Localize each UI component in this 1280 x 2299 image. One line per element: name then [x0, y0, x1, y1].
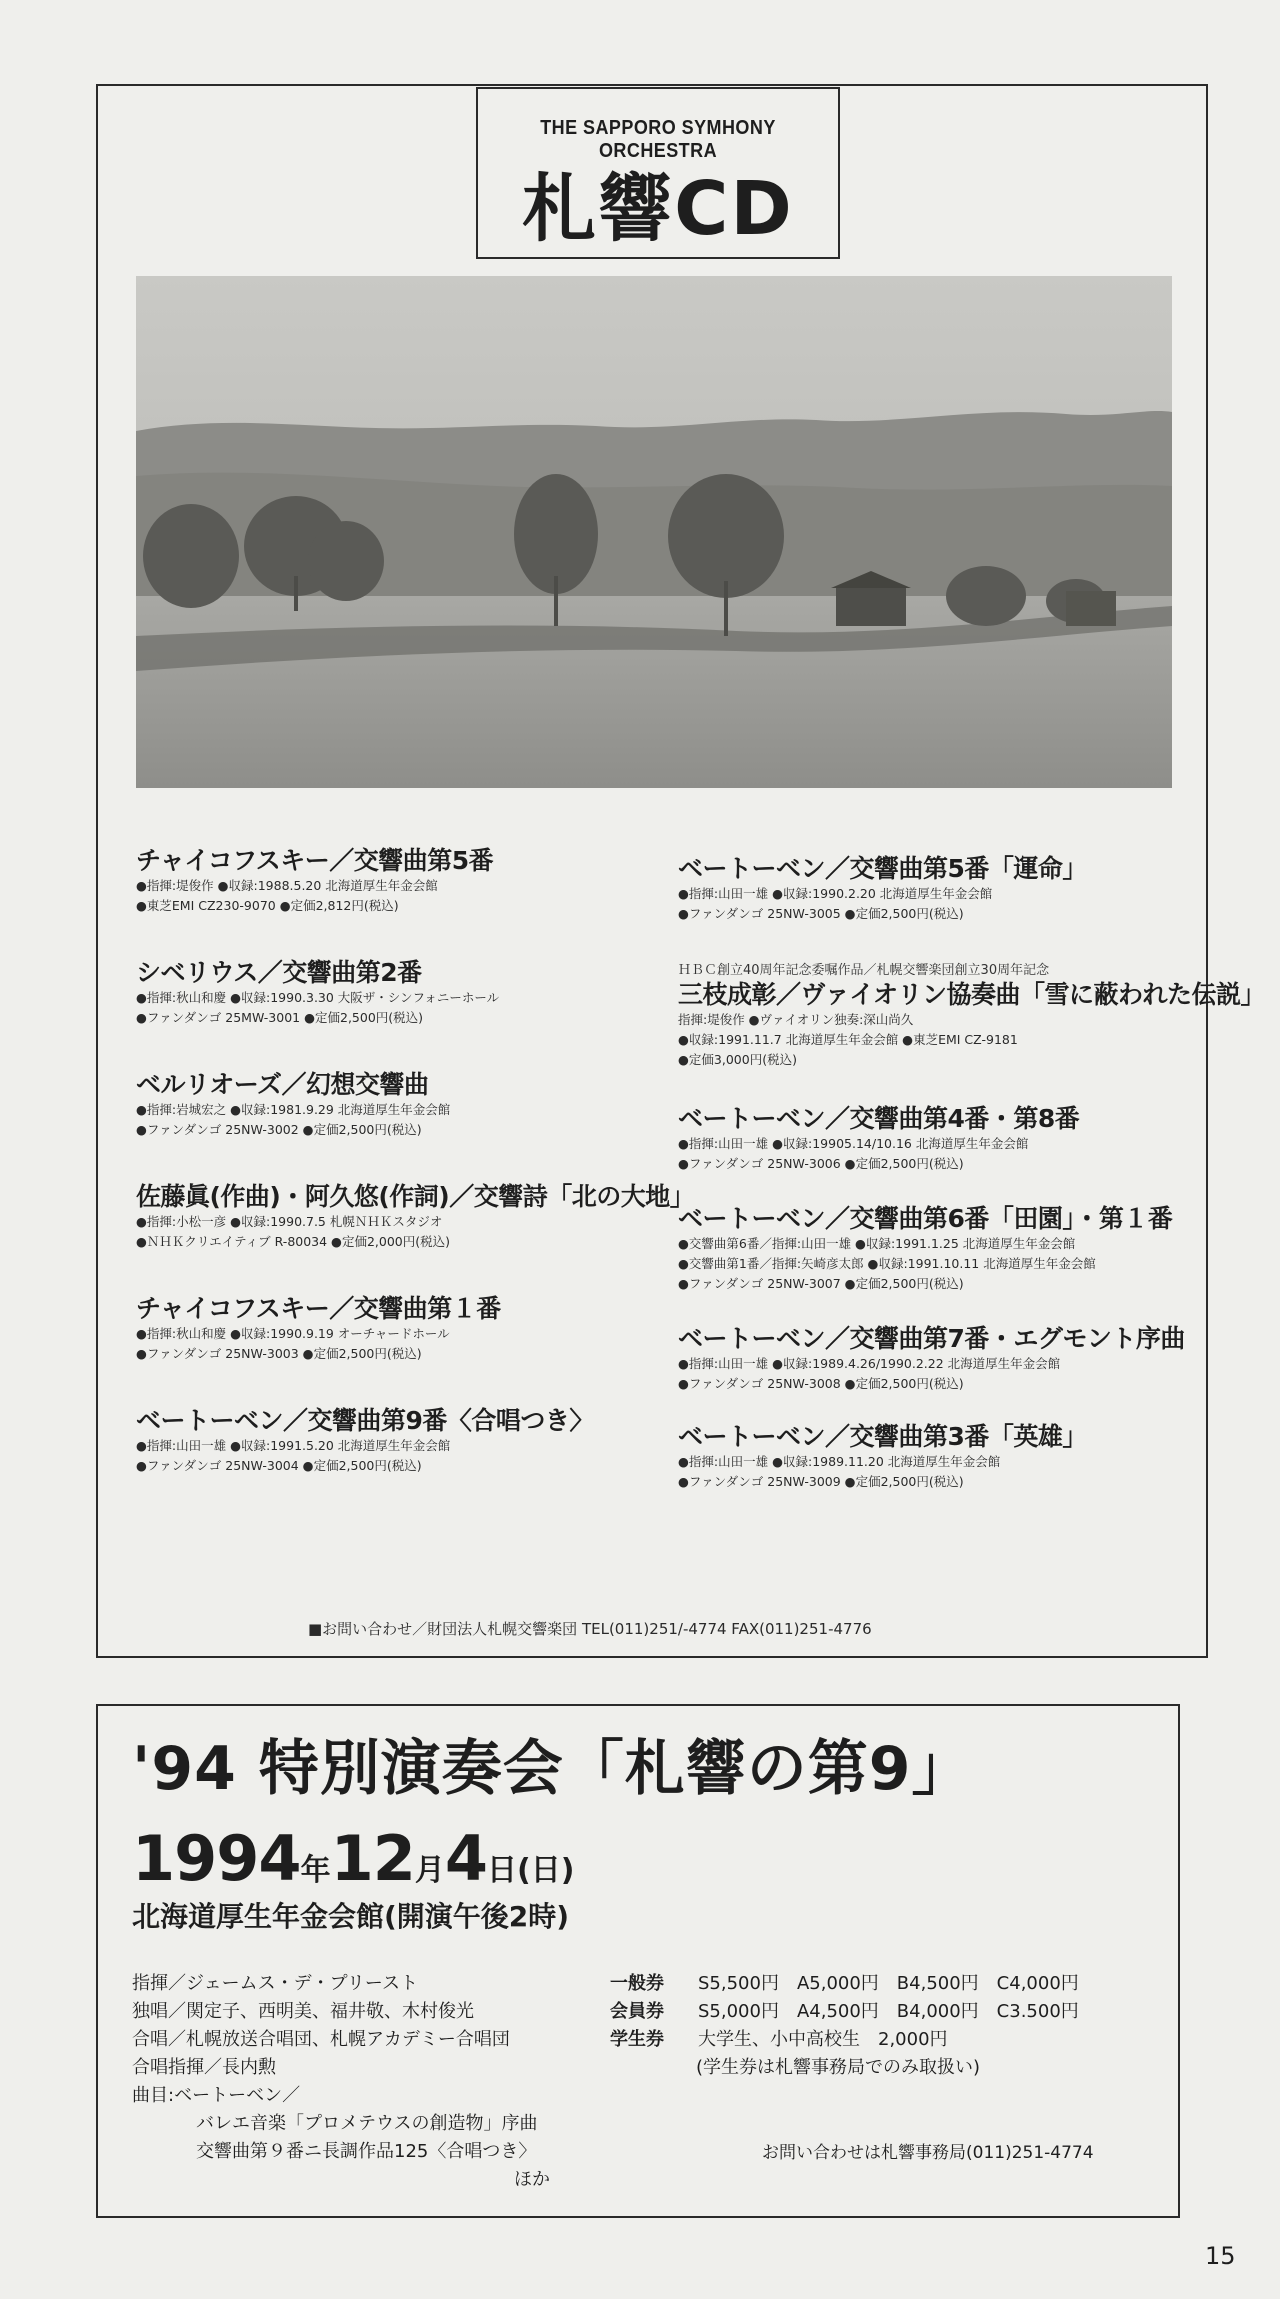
cd-title-text: 三枝成彰／ヴァイオリン協奏曲「雪に蔽われた伝説」 [678, 980, 1266, 1009]
cd-detail: ●ファンダンゴ 25NW-3006 ●定価2,500円(税込) [678, 1156, 964, 1171]
date-day: 4 [444, 1822, 487, 1895]
cd-detail: ●指揮:山田一雄 ●収録:1989.4.26/1990.2.22 北海道厚生年金会館 [678, 1356, 1061, 1371]
cd-contact-info: ■お問い合わせ／財団法人札幌交響楽団 TEL(011)251/-4774 FAX(011)251-4776 [308, 1620, 872, 1638]
ticket-prices [610, 1970, 1170, 2082]
cd-detail: ●収録:1991.11.7 北海道厚生年金会館 ●東芝EMI CZ-9181 [678, 1032, 1018, 1047]
cd-title-text: ベートーベン／交響曲第5番「運命」 [678, 854, 1087, 883]
cd-detail: ●ファンダンゴ 25NW-3009 ●定価2,500円(税込) [678, 1474, 964, 1489]
cd-item-11 [678, 1324, 1188, 1394]
program-item: バレエ音楽「プロメテウスの創造物」序曲 [196, 2113, 538, 2134]
orchestra-name-en: THE SAPPORO SYMHONY ORCHESTRA [540, 117, 776, 162]
ticket-value: S5,500円 A5,000円 B4,500円 C4,000円 [698, 1973, 1079, 1994]
concert-date [132, 1822, 575, 1906]
cd-title-text: ベートーベン／交響曲第7番・エグモント序曲 [678, 1324, 1185, 1353]
date-month: 12 [330, 1822, 415, 1895]
cd-item-5 [136, 1294, 646, 1364]
cd-item-2 [136, 958, 646, 1028]
cd-detail: ●指揮:山田一雄 ●収録:1989.11.20 北海道厚生年金会館 [678, 1454, 1001, 1469]
cd-title-text: チャイコフスキー／交響曲第１番 [136, 1294, 501, 1323]
cd-title-text: ベートーベン／交響曲第6番「田園」・第１番 [678, 1204, 1173, 1233]
cd-detail: ●指揮:山田一雄 ●収録:19905.14/10.16 北海道厚生年金会館 [678, 1136, 1029, 1151]
program-label: 曲目:ベートーベン／ [132, 2085, 301, 2106]
concert-contact-info: お問い合わせは札響事務局(011)251-4774 [762, 2143, 1094, 2163]
concert-notice-box [96, 1704, 1180, 2218]
ticket-label: 一般券 [610, 1973, 664, 1994]
cd-detail: ●ファンダンゴ 25NW-3008 ●定価2,500円(税込) [678, 1376, 964, 1391]
chorus-director-line: 合唱指揮／長内勲 [132, 2057, 276, 2078]
cd-item-12 [678, 1422, 1188, 1492]
cd-commission-note: ＨＢＣ創立40周年記念委嘱作品／札幌交響楽団創立30周年記念 [678, 963, 1050, 978]
cd-detail: ●ファンダンゴ 25MW-3001 ●定価2,500円(税込) [136, 1010, 424, 1025]
cd-detail: ●交響曲第6番／指揮:山田一雄 ●収録:1991.1.25 北海道厚生年金会館 [678, 1236, 1076, 1251]
ticket-value: 大学生、小中高校生 2,000円 [698, 2029, 948, 2050]
cd-detail: ●指揮:岩城宏之 ●収録:1981.9.29 北海道厚生年金会館 [136, 1102, 451, 1117]
cd-title-text: チャイコフスキー／交響曲第5番 [136, 846, 494, 875]
cd-detail: ●指揮:山田一雄 ●収録:1991.5.20 北海道厚生年金会館 [136, 1438, 451, 1453]
cd-detail: ●ファンダンゴ 25NW-3003 ●定価2,500円(税込) [136, 1346, 422, 1361]
cd-item-1 [136, 846, 646, 916]
chorus-line: 合唱／札幌放送合唱団、札幌アカデミー合唱団 [132, 2029, 510, 2050]
ticket-value: S5,000円 A4,500円 B4,000円 C3.500円 [698, 2001, 1079, 2022]
cd-title-text: シベリウス／交響曲第2番 [136, 958, 422, 987]
cd-title-text: ベルリオーズ／幻想交響曲 [136, 1070, 429, 1099]
cd-detail: ●ファンダンゴ 25NW-3007 ●定価2,500円(税込) [678, 1276, 964, 1291]
cd-detail: ●交響曲第1番／指揮:矢崎彦太郎 ●収録:1991.10.11 北海道厚生年金会館 [678, 1256, 1096, 1271]
program-item: 交響曲第９番ニ長調作品125〈合唱つき〉 [196, 2141, 537, 2162]
cd-detail: ●指揮:山田一雄 ●収録:1990.2.20 北海道厚生年金会館 [678, 886, 993, 901]
cd-detail: ●ファンダンゴ 25NW-3004 ●定価2,500円(税込) [136, 1458, 422, 1473]
cd-title-text: 佐藤眞(作曲)・阿久悠(作詞)／交響詩「北の大地」 [136, 1182, 695, 1211]
cd-title-text: ベートーベン／交響曲第9番〈合唱つき〉 [136, 1406, 594, 1435]
cd-title: 札響CD [522, 166, 794, 252]
cd-detail: ●ファンダンゴ 25NW-3002 ●定価2,500円(税込) [136, 1122, 422, 1137]
date-year: 1994 [132, 1822, 301, 1895]
ticket-label: 会員券 [610, 2001, 664, 2022]
date-weekday: (日) [516, 1853, 575, 1888]
ticket-note: (学生券は札響事務局でのみ取扱い) [696, 2057, 981, 2078]
cd-detail: ●定価3,000円(税込) [678, 1052, 797, 1067]
cd-title-text: ベートーベン／交響曲第4番・第8番 [678, 1104, 1080, 1133]
cd-advert-box [96, 84, 1266, 1658]
program-etc: ほか [514, 2169, 550, 2190]
cd-item-7 [678, 854, 1188, 924]
cd-detail: ●ＮＨＫクリエイティブ R-80034 ●定価2,000円(税込) [136, 1234, 451, 1249]
concert-heading: '94 特別演奏会「札響の第9」 [132, 1734, 973, 1804]
cd-title-box [476, 87, 840, 259]
cd-detail: ●指揮:秋山和慶 ●収録:1990.9.19 オーチャードホール [136, 1326, 450, 1341]
cd-detail: ●指揮:堤俊作 ●収録:1988.5.20 北海道厚生年金会館 [136, 878, 438, 893]
cd-item-6 [136, 1406, 646, 1476]
ticket-label: 学生券 [610, 2029, 664, 2050]
date-day-unit: 日 [486, 1853, 517, 1888]
cd-item-10 [678, 1204, 1188, 1294]
cd-item-8 [678, 962, 1266, 1070]
date-month-unit: 月 [414, 1853, 445, 1888]
conductor-line: 指揮／ジェームス・デ・プリースト [132, 1973, 419, 1994]
cd-item-4 [136, 1182, 695, 1252]
soloists-line: 独唱／関定子、西明美、福井敬、木村俊光 [132, 2001, 474, 2022]
landscape-photo [136, 276, 1172, 788]
performer-list [132, 1970, 692, 2194]
cd-detail: ●ファンダンゴ 25NW-3005 ●定価2,500円(税込) [678, 906, 964, 921]
page-number: 15 [1205, 2242, 1236, 2270]
cd-detail: 指揮:堤俊作 ●ヴァイオリン独奏:深山尚久 [678, 1012, 914, 1027]
date-year-unit: 年 [300, 1853, 331, 1888]
cd-item-9 [678, 1104, 1188, 1174]
cd-item-3 [136, 1070, 646, 1140]
concert-venue: 北海道厚生年金会館(開演午後2時) [132, 1900, 570, 1933]
cd-title-text: ベートーベン／交響曲第3番「英雄」 [678, 1422, 1087, 1451]
ticket-row [610, 2026, 1170, 2054]
ticket-row [610, 1998, 1170, 2026]
cd-detail: ●指揮:小松一彦 ●収録:1990.7.5 札幌ＮＨＫスタジオ [136, 1214, 443, 1229]
cd-detail: ●東芝EMI CZ230-9070 ●定価2,812円(税込) [136, 898, 399, 913]
cd-detail: ●指揮:秋山和慶 ●収録:1990.3.30 大阪ザ・シンフォニーホール [136, 990, 500, 1005]
ticket-row [610, 1970, 1170, 1998]
